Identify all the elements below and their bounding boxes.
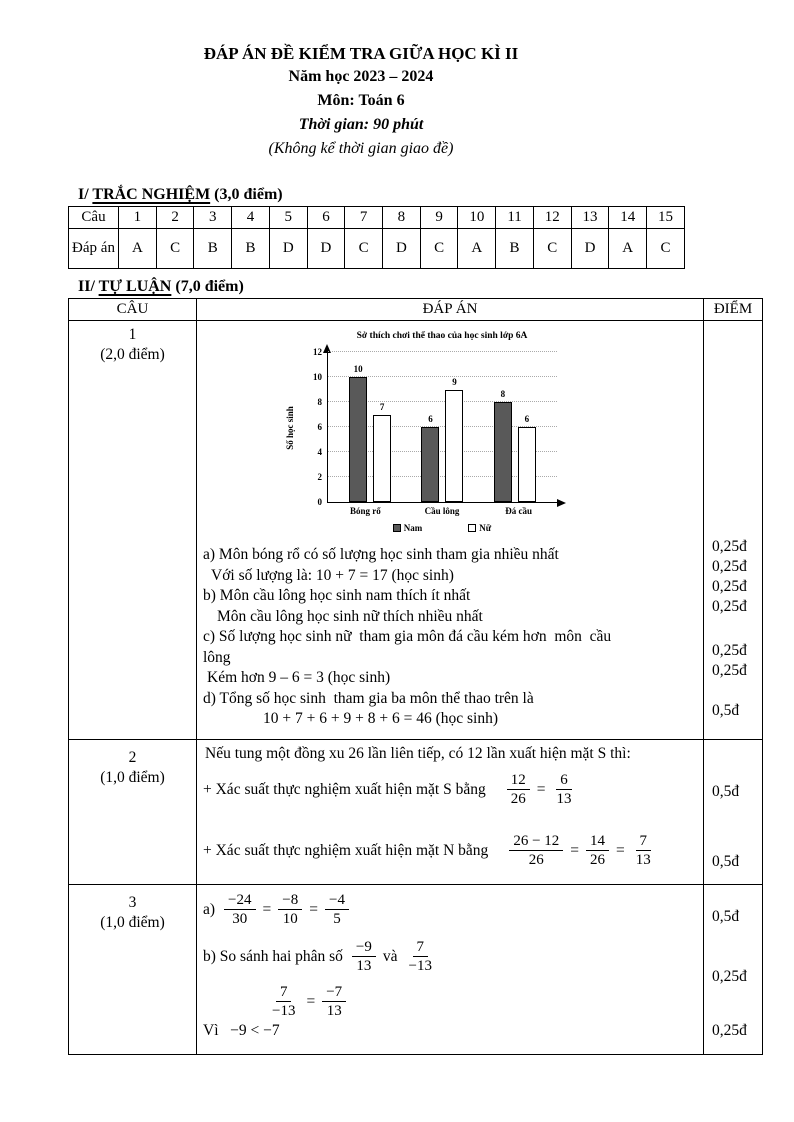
fraction-numerator: 12 [507,771,530,790]
question1-answer-lines [203,545,697,730]
fraction-denominator: 13 [635,852,651,868]
essay-col-cau: CÂU [69,299,197,321]
mcq-answer-cell: B [194,229,232,269]
point-value: 0,25đ [712,578,747,595]
question2-number: 2 [128,749,137,766]
fraction-numerator: −4 [325,891,349,910]
fraction-denominator: −13 [272,1003,296,1019]
chart-bar [445,376,463,503]
point-value: 0,25đ [712,968,747,985]
answer-line: b) Môn cầu lông học sinh nam thích ít nhất [203,587,471,604]
mcq-number-cell: 3 [194,207,232,229]
equation [506,832,657,869]
chart-bar [373,401,391,503]
chart-y-tick-label: 2 [317,472,322,482]
fraction [325,891,349,928]
question1-number: 1 [128,326,137,343]
fraction [405,938,436,975]
answer-line: Môn cầu lông học sinh nữ thích nhiều nhất [217,607,483,625]
fraction [632,832,655,869]
chart-y-tick-label: 12 [313,347,322,357]
chart-bar-group [406,353,478,502]
answer-line: Vì −9 < −7 [203,1022,280,1039]
mcq-answer-row [69,229,685,269]
fraction-numerator: 7 [413,938,429,957]
equation-label: + Xác suất thực nghiệm xuất hiện mặt N bằng [203,841,489,859]
equation [504,771,579,808]
chart-y-tick-label: 0 [317,497,322,507]
question3-number-cell [69,885,197,1055]
fraction-denominator: 13 [556,791,572,807]
bar-chart [285,331,571,533]
chart-bar [349,364,367,502]
equation [265,983,349,1020]
mcq-number-cell: 6 [307,207,345,229]
chart-legend-item [468,523,491,533]
chart-x-labels [327,506,557,516]
fraction-denominator: 26 [528,852,544,868]
legend-label: Nữ [479,523,492,533]
fraction-numerator: −7 [322,983,346,1002]
mcq-answer-cell: C [345,229,383,269]
equation-text: = [570,841,580,859]
document-header [0,0,794,164]
answer-line: Với số lượng là: 10 + 7 = 17 (học sinh) [211,566,454,584]
equation-label: + Xác suất thực nghiệm xuất hiện mặt S bằng [203,780,486,798]
fraction [268,983,299,1020]
equation [221,891,352,928]
chart-bar-groups [328,353,557,502]
school-year-line: Năm học 2023 – 2024 [288,68,434,85]
fraction-denominator: 26 [590,852,606,868]
fraction-numerator: 7 [276,983,292,1002]
fraction-denominator: 13 [326,1003,342,1019]
mcq-number-cell: 11 [496,207,534,229]
equation-text: = [536,780,546,798]
mcq-answer-cell: A [609,229,647,269]
mcq-number-cell: 12 [533,207,571,229]
mcq-number-cell: 2 [156,207,194,229]
essay-row-question1 [69,321,763,740]
point-value: 0,25đ [712,662,747,679]
legend-swatch-icon [468,524,476,532]
point-value: 0,25đ [712,598,747,615]
mcq-answer-cell: A [458,229,496,269]
mcq-answer-cell: B [496,229,534,269]
question2-score: (1,0 điểm) [100,769,165,786]
document-title: ĐÁP ÁN ĐỀ KIỂM TRA GIỮA HỌC KÌ II [203,44,519,63]
mcq-number-cell: 15 [647,207,685,229]
fraction [278,891,302,928]
question1-points-cell [704,321,763,740]
answer-line: c) Số lượng học sinh nữ tham gia môn đá cầu kém hơn môn cầu [203,628,612,645]
essay-header-row [69,299,763,321]
fraction-denominator: 26 [510,791,526,807]
equation-label: b) So sánh hai phân số [203,947,343,965]
section2-heading [78,278,794,296]
fraction-numerator: −24 [224,891,255,910]
question1-score: (2,0 điểm) [100,346,165,363]
chart-bar [494,389,512,502]
equation-text: và [382,947,398,965]
chart-bar-group [334,353,406,502]
duration-line: Thời gian: 90 phút [298,116,424,133]
mcq-table [68,206,685,269]
mcq-number-cell: 14 [609,207,647,229]
chart-y-tick-label: 6 [317,422,322,432]
chart-gridline [328,351,557,352]
equation-label: a) [203,900,216,918]
essay-row-question2 [69,740,763,885]
mcq-answer-cell: D [571,229,609,269]
answer-equation-line [203,832,697,869]
answer-line: d) Tổng số học sinh tham gia ba môn thể thao trên là [203,689,534,707]
answer-line: 10 + 7 + 6 + 9 + 8 + 6 = 46 (học sinh) [263,710,498,727]
chart-bar-value: 6 [428,414,433,424]
point-value: 0,5đ [712,908,740,925]
question2-number-cell [69,740,197,885]
mcq-answer-cell: D [383,229,421,269]
mcq-number-cell: 13 [571,207,609,229]
point-value: 0,25đ [712,642,747,659]
chart-y-tick-label: 4 [317,447,322,457]
chart-body [285,347,571,507]
section1-heading-title: TRẮC NGHIỆM [92,186,211,203]
fraction-denominator: 30 [232,911,248,927]
question3-points-cell [704,885,763,1055]
chart-bar-value: 8 [500,389,506,399]
mcq-number-cell: 5 [269,207,307,229]
chart-category-label: Bóng rổ [349,506,381,516]
chart-category-label: Đá cầu [505,506,533,516]
fraction-denominator: −13 [408,958,432,974]
question3-number: 3 [128,894,137,911]
point-value: 0,25đ [712,538,747,555]
subject-line: Môn: Toán 6 [317,92,405,109]
section2-heading-title: TỰ LUẬN [98,278,172,295]
legend-swatch-icon [393,524,401,532]
mcq-number-cell: 10 [458,207,496,229]
chart-bar [518,414,536,502]
fraction [352,938,376,975]
section2-heading-score: (7,0 điểm) [171,278,244,295]
chart-plot-area [285,347,557,507]
answer-line: Nếu tung một đồng xu 26 lần liên tiếp, có 12 lần xuất hiện mặt S thì: [205,745,631,762]
question2-answer-cell [197,740,704,885]
equation-text: = [262,900,272,918]
point-value: 0,5đ [712,702,740,719]
point-value: 0,25đ [712,558,747,575]
answer-equation-line [203,891,697,928]
fraction [322,983,346,1020]
fraction-denominator: 5 [333,911,341,927]
section2-heading-prefix: II/ [78,278,99,295]
chart-bar-value: 9 [452,376,457,387]
section1-heading-score: (3,0 điểm) [210,186,283,203]
equation-text: = [306,992,316,1010]
chart-legend [327,523,557,533]
legend-label: Nam [403,523,423,533]
mcq-answer-cell: D [269,229,307,269]
mcq-answer-cell: C [647,229,685,269]
chart-y-tick-label: 10 [313,372,322,382]
equation-text: = [309,900,318,918]
question1-answer-cell [197,321,704,740]
mcq-answer-row-label: Đáp án [69,229,119,269]
question2-points-cell [704,740,763,885]
point-value: 0,5đ [712,853,740,870]
chart-category-label: Cầu lông [424,506,460,516]
mcq-answer-cell: C [533,229,571,269]
answer-line: a) Môn bóng rổ có số lượng học sinh tham gia nhiều nhất [203,546,559,563]
fraction [509,832,563,869]
fraction-numerator: −9 [352,938,376,957]
fraction-numerator: 14 [586,832,609,851]
chart-y-axis-label: Số học sinh [285,405,295,450]
chart-bar-value: 10 [353,364,363,374]
mcq-answer-cell: B [232,229,270,269]
question3-answer-cell [197,885,704,1055]
mcq-number-row-label: Câu [69,207,119,229]
mcq-number-cell: 8 [383,207,421,229]
fraction-numerator: 6 [556,771,572,790]
point-value: 0,25đ [712,1022,747,1039]
mcq-number-row [69,207,685,229]
answer-line: Kém hơn 9 – 6 = 3 (học sinh) [207,669,391,686]
fraction [552,771,575,808]
note-line: (Không kể thời gian giao đề) [268,140,454,157]
mcq-answer-cell: C [156,229,194,269]
fraction [586,832,609,869]
mcq-answer-cell: C [420,229,458,269]
mcq-number-cell: 7 [345,207,383,229]
essay-table [68,298,763,1055]
mcq-answer-cell: D [307,229,345,269]
chart-bar-value: 7 [379,401,385,412]
question1-number-cell [69,321,197,740]
answer-equation-line [203,771,697,808]
answer-equation-line [259,983,697,1020]
fraction-numerator: 7 [636,832,652,851]
section1-heading-prefix: I/ [78,186,93,203]
essay-col-diem: ĐIỂM [704,299,763,321]
chart-legend-item [393,523,423,533]
chart-bar-value: 6 [524,414,530,424]
question3-score: (1,0 điểm) [100,914,165,931]
point-value: 0,5đ [712,783,740,800]
essay-row-question3 [69,885,763,1055]
fraction-denominator: 13 [356,958,372,974]
equation-text: = [616,841,625,859]
fraction-numerator: −8 [278,891,302,910]
mcq-number-cell: 1 [119,207,157,229]
answer-line: lông [203,648,231,666]
fraction [224,891,255,928]
x-axis-arrow-icon [557,499,566,507]
chart-bar [421,414,439,502]
answer-equation-line [203,938,697,975]
fraction-denominator: 10 [282,911,298,927]
chart-bar-group [479,353,551,502]
mcq-number-cell: 9 [420,207,458,229]
section1-heading [78,186,794,204]
fraction [507,771,530,808]
mcq-number-cell: 4 [232,207,270,229]
equation [349,938,439,975]
chart-y-tick-label: 8 [317,397,322,407]
mcq-answer-cell: A [119,229,157,269]
essay-col-dapan: ĐÁP ÁN [197,299,704,321]
chart-title: Sở thích chơi thể thao của học sinh lớp 6A [356,331,528,341]
fraction-numerator: 26 − 12 [509,832,563,851]
